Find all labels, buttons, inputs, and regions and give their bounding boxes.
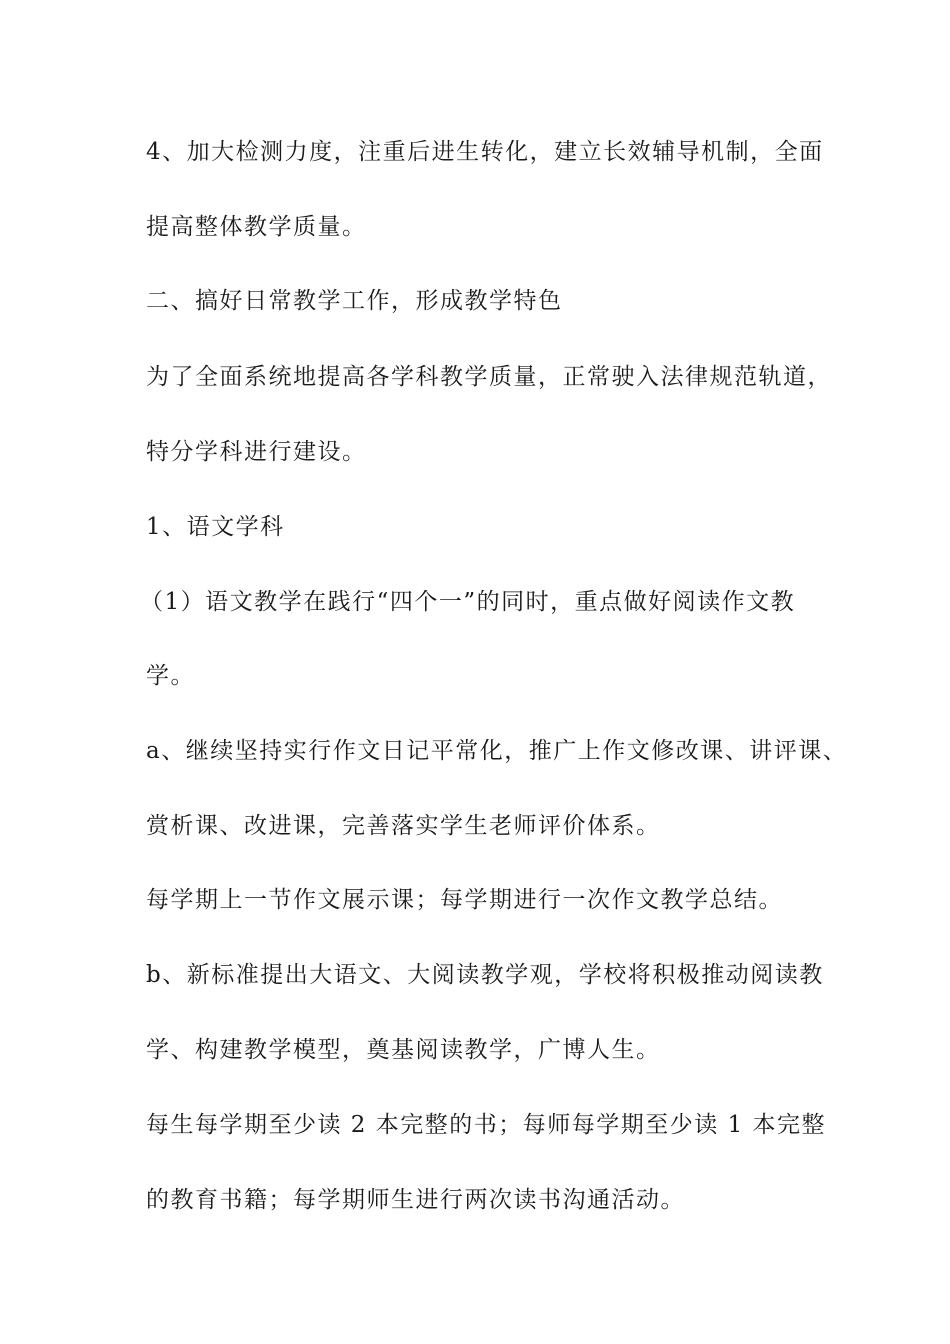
paragraph-line: 特分学科进行建设。 — [146, 439, 367, 465]
subsection-heading: 1、语文学科 — [146, 514, 285, 540]
paragraph-line: 提高整体教学质量。 — [146, 214, 367, 240]
paragraph-line: 学。 — [146, 663, 195, 689]
paragraph-line: 4、加大检测力度，注重后进生转化，建立长效辅导机制，全面 — [146, 139, 824, 165]
paragraph-line: b、新标准提出大语文、大阅读教学观，学校将积极推动阅读教 — [146, 962, 824, 988]
paragraph-line: 每生每学期至少读 2 本完整的书；每师每学期至少读 1 本完整 — [146, 1112, 827, 1138]
paragraph-line: （1）语文教学在践行“四个一”的同时，重点做好阅读作文教 — [140, 589, 796, 615]
paragraph-line: 赏析课、改进课，完善落实学生老师评价体系。 — [146, 813, 661, 839]
paragraph-line: 为了全面系统地提高各学科教学质量，正常驶入法律规范轨道， — [146, 364, 832, 390]
paragraph-line: 学、构建教学模型，奠基阅读教学，广博人生。 — [146, 1037, 661, 1063]
paragraph-line: a、继续坚持实行作文日记平常化，推广上作文修改课、讲评课、 — [146, 738, 848, 764]
paragraph-line: 每学期上一节作文展示课；每学期进行一次作文教学总结。 — [146, 887, 783, 913]
paragraph-line: 的教育书籍；每学期师生进行两次读书沟通活动。 — [146, 1187, 685, 1213]
section-heading: 二、搞好日常教学工作，形成教学特色 — [146, 288, 563, 314]
